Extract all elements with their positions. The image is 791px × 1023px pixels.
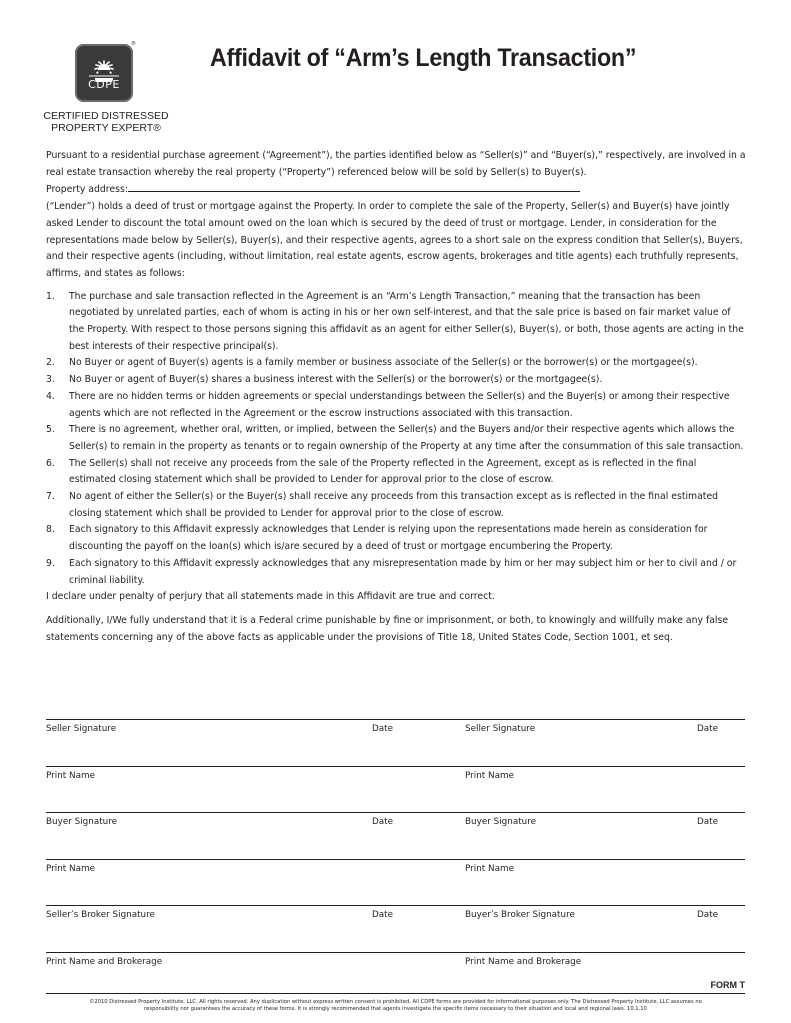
broker-signature-line[interactable]	[46, 905, 745, 906]
buyer-print-name-line[interactable]	[46, 859, 745, 860]
buyer-signature-line[interactable]	[46, 812, 745, 813]
list-item: 9. Each signatory to this Affidavit expressly acknowledges that any misrepresentation made by him or her may subject him or her to civil and / or criminal liability.	[46, 557, 737, 586]
federal-crime-notice: Additionally, I/We fully understand that it is a Federal crime punishable by fine or imprisonment, or both, to knowingly and willfully make any false statements concerning any of the above facts as applicable under the provisions of Title 18, United States Code, Section 1001, et seq.	[46, 614, 729, 643]
lender-paragraph: (“Lender”) holds a deed of trust or mortgage against the Property. In order to complete the sale of the Property, Seller(s) and Buyer(s) have jointly asked Lender to discount the total amount owed on the loan which is secured by the deed of trust or mortgage. Lender, in consideration for the representations made below by Seller(s), Buyer(s), and their respective agents, agrees to a short sale on the express condition that Seller(s), Buyers, and their respective agents (including, without limitation, real estate agents, escrow agents, brokerages and title agents) each truthfully represents, affirms, and states as follows:	[46, 201, 743, 279]
buyer2-print-name-label: Print Name	[465, 864, 514, 874]
list-item: 6. The Seller(s) shall not receive any proceeds from the sale of the Property reflected in the Agreement, except as is reflected in the final estimated closing statement which shall be provided to Lender for approval prior to the close of escrow.	[46, 457, 697, 486]
seller-date-label: Date	[372, 724, 394, 734]
seller-print-name-label: Print Name	[46, 771, 95, 781]
buyer-print-name-label: Print Name	[46, 864, 95, 874]
buyer-brokerage-label: Print Name and Brokerage	[465, 957, 582, 967]
affidavit-body	[46, 148, 746, 646]
list-item: 3. No Buyer or agent of Buyer(s) shares a business interest with the Seller(s) or the borrower(s) or the mortgagee(s).	[46, 374, 603, 386]
seller-signature-line[interactable]	[46, 719, 745, 720]
copyright-footer	[46, 997, 745, 1014]
buyer-broker-date-label: Date	[697, 910, 719, 920]
property-address-row	[46, 181, 746, 199]
footer-line-1: ©2010 Distressed Property Institute, LLC. All rights reserved. Any duplication without express written consent is prohibited. All CDPE forms are provided for informational purposes only. The Distressed Property Institute, LLC assumes no	[89, 999, 702, 1005]
seller-broker-date-label: Date	[372, 910, 394, 920]
property-address-label: Property address:	[46, 184, 128, 196]
brokerage-print-name-line[interactable]	[46, 952, 745, 953]
representations-list	[46, 289, 746, 590]
buyer2-date-label: Date	[697, 817, 719, 827]
form-identifier: FORM T	[710, 980, 745, 990]
buyer-signature-label: Buyer Signature	[46, 817, 118, 827]
footer-divider	[46, 993, 745, 994]
buyer-broker-signature-label: Buyer’s Broker Signature	[465, 910, 575, 920]
seller2-signature-label: Seller Signature	[465, 724, 536, 734]
list-item: 4. There are no hidden terms or hidden agreements or special understandings between the Seller(s) and the Buyer(s) or among their respective agents which are not reflected in the Agreement or the escrow instructions associated with this transaction.	[46, 390, 730, 419]
seller2-date-label: Date	[697, 724, 719, 734]
list-item: 1. The purchase and sale transaction reflected in the Agreement is an “Arm’s Length Transaction,” meaning that the transaction has been negotiated by unrelated parties, each of whom is acting in his or her own self-interest, and that the sale price is based on fair market value of the Property. With respect to those persons signing this affidavit as an agent for either Seller(s), Buyer(s), or both, those agents are acting in the best interests of their respective principal(s).	[46, 290, 744, 352]
logo-name-line2: PROPERTY EXPERT®	[51, 122, 161, 134]
footer-line-2: responsibility nor guarantees the accuracy of these forms. It is strongly recommended that agents investigate the specific items necessary to their situation and local and regional laws. 10.1.10	[144, 1006, 647, 1012]
seller-signature-label: Seller Signature	[46, 724, 117, 734]
document-title: Affidavit of “Arm’s Length Transaction”	[210, 44, 637, 72]
seller-brokerage-label: Print Name and Brokerage	[46, 957, 163, 967]
logo-abbreviation: CDPE	[88, 78, 120, 91]
cdpe-logo	[75, 44, 133, 102]
buyer2-signature-label: Buyer Signature	[465, 817, 537, 827]
list-item: 2. No Buyer or agent of Buyer(s) agents is a family member or business associate of the Seller(s) or the borrower(s) or the mortgagee(s).	[46, 357, 698, 369]
seller2-print-name-label: Print Name	[465, 771, 514, 781]
declaration: I declare under penalty of perjury that all statements made in this Affidavit are true and correct.	[46, 591, 495, 603]
property-address-field[interactable]	[128, 181, 580, 192]
logo-registered-mark: ®	[131, 41, 136, 47]
logo-name-line1: CERTIFIED DISTRESSED	[43, 110, 169, 122]
seller-print-name-line[interactable]	[46, 766, 745, 767]
list-item: 5. There is no agreement, whether oral, written, or implied, between the Seller(s) and the Buyers and/or their respective agents which allows the Seller(s) to remain in the property as tenants or to regain ownership of the Property at any time after the consummation of this sale transaction.	[46, 424, 744, 452]
list-item: 8. Each signatory to this Affidavit expressly acknowledges that Lender is relying upon the representations made herein as consideration for discounting the payoff on the loan(s) which is/are secured by a deed of trust or mortgage encumbering the Property.	[46, 524, 708, 553]
buyer-date-label: Date	[372, 817, 394, 827]
list-item: 7. No agent of either the Seller(s) or the Buyer(s) shall receive any proceeds from this transaction except as is reflected in the final estimated closing statement which shall be provided to Lender for approval prior to the close of escrow.	[46, 491, 719, 519]
seller-broker-signature-label: Seller’s Broker Signature	[46, 910, 155, 920]
intro-paragraph: Pursuant to a residential purchase agreement (“Agreement”), the parties identified below as “Seller(s)” and “Buyer(s),” respectively, are involved in a real estate transaction whereby the real property (“Property”) referenced below will be sold by Seller(s) to Buyer(s).	[46, 150, 746, 178]
